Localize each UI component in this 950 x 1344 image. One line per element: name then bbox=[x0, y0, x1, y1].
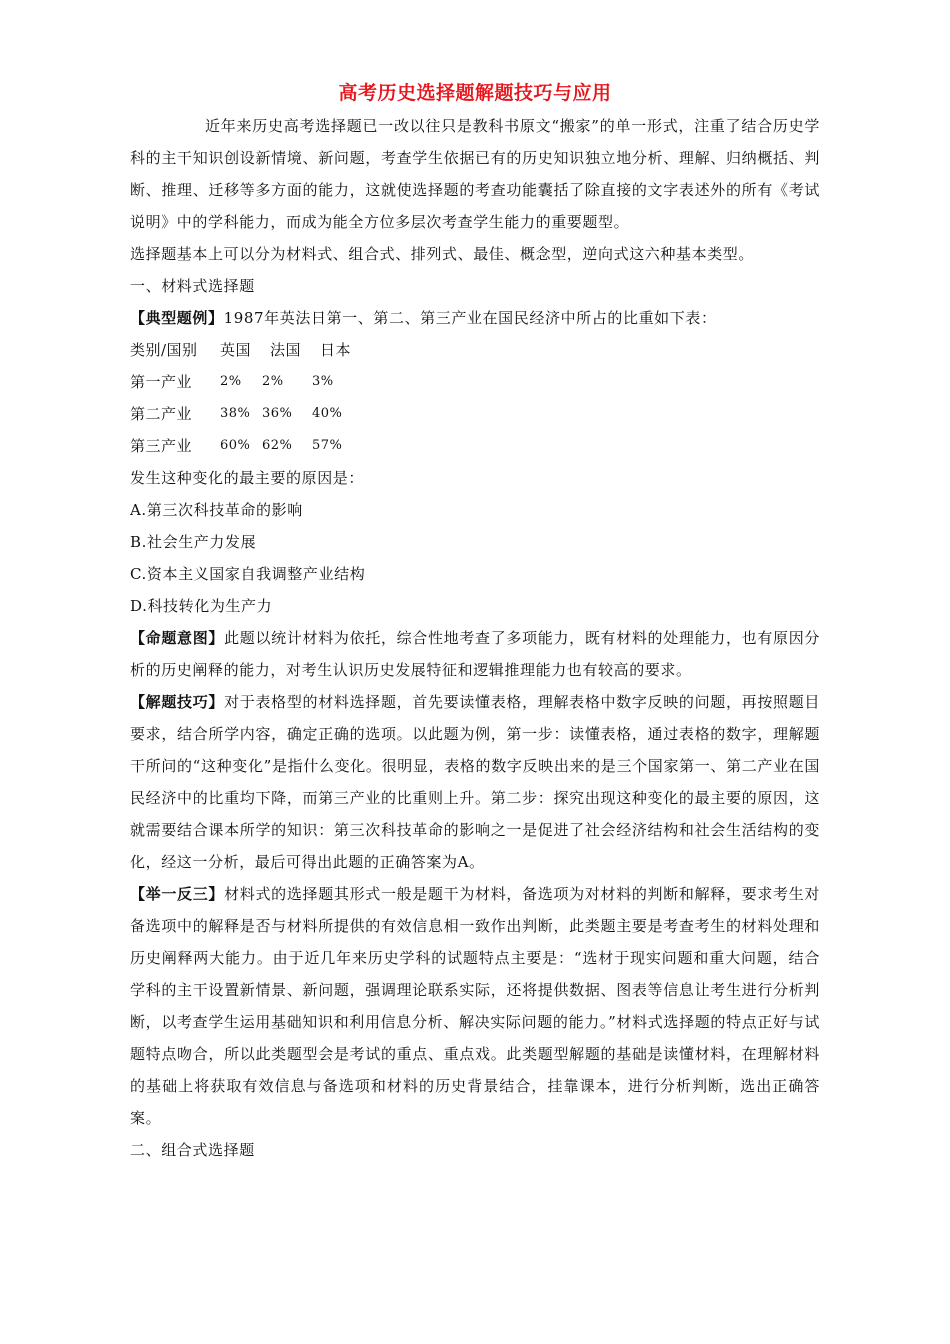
intent-paragraph bbox=[130, 622, 820, 686]
table-cell: 62% bbox=[262, 438, 293, 453]
extension-tag: 【举一反三】 bbox=[130, 885, 225, 903]
technique-tag: 【解题技巧】 bbox=[130, 693, 225, 711]
example-paragraph bbox=[130, 302, 820, 334]
table-cell: 2% bbox=[262, 374, 284, 389]
table-header-cell: 日本 bbox=[320, 341, 352, 359]
intro-paragraph: 近年来历史高考选择题已一改以往只是教科书原文“搬家”的单一形式，注重了结合历史学科的主干知识创设新情境、新问题，考查学生依据已有的历史知识独立地分析、理解、归纳概括、判断、推理、迁移等多方面的能力，这就使选择题的考查功能囊括了除直接的文字表述外的所有《考试说明》中的学科能力，而成为能全方位多层次考查学生能力的重要题型。 bbox=[130, 117, 820, 231]
table-header-cell: 类别/国别 bbox=[130, 341, 198, 359]
table-cell: 36% bbox=[262, 406, 293, 421]
document-title: 高考历史选择题解题技巧与应用 bbox=[338, 82, 612, 104]
table-header-cell: 英国 bbox=[220, 341, 252, 359]
extension-paragraph bbox=[130, 878, 820, 1134]
table-row bbox=[130, 398, 820, 430]
example-text: 1987年英法日第一、第二、第三产业在国民经济中所占的比重如下表： bbox=[223, 309, 717, 327]
question-stem: 发生这种变化的最主要的原因是： bbox=[130, 469, 365, 487]
section-1-heading: 一、材料式选择题 bbox=[130, 277, 255, 295]
types-line: 选择题基本上可以分为材料式、组合式、排列式、最佳、概念型，逆向式这六种基本类型。 bbox=[130, 245, 755, 263]
technique-text: 对于表格型的材料选择题，首先要读懂表格，理解表格中数字反映的问题，再按照题目要求，结合所学内容，确定正确的选项。以此题为例，第一步：读懂表格，通过表格的数字，理解题干所问的“这种变化”是指什么变化。很明显，表格的数字反映出来的是三个国家第一、第二产业在国民经济中的比重均下降，而第三产业的比重则上升。第二步：探究出现这种变化的最主要的原因，这就需要结合课本所学的知识：第三次科技革命的影响之一是促进了社会经济结构和社会生活结构的变化，经这一分析，最后可得出此题的正确答案为A。 bbox=[130, 693, 820, 871]
example-tag: 【典型题例】 bbox=[130, 309, 224, 327]
table-cell: 第三产业 bbox=[130, 437, 193, 455]
intent-tag: 【命题意图】 bbox=[130, 629, 225, 647]
section-2-heading: 二、组合式选择题 bbox=[130, 1141, 255, 1159]
option-c: C.资本主义国家自我调整产业结构 bbox=[130, 565, 366, 583]
table-header-row bbox=[130, 334, 820, 366]
table-row bbox=[130, 366, 820, 398]
document-page bbox=[130, 78, 820, 1166]
option-b: B.社会生产力发展 bbox=[130, 533, 257, 551]
table-cell: 2% bbox=[220, 374, 242, 389]
table-cell: 60% bbox=[220, 438, 251, 453]
table-cell: 3% bbox=[312, 374, 334, 389]
table-cell: 40% bbox=[312, 406, 343, 421]
table-row bbox=[130, 430, 820, 462]
table-cell: 38% bbox=[220, 406, 251, 421]
table-header-cell: 法国 bbox=[270, 341, 302, 359]
table-cell: 第二产业 bbox=[130, 405, 193, 423]
extension-text: 材料式的选择题其形式一般是题干为材料，备选项为对材料的判断和解释，要求考生对备选项中的解释是否与材料所提供的有效信息相一致作出判断，此类题主要是考查考生的材料处理和历史阐释两大能力。由于近几年来历史学科的试题特点主要是：“选材于现实问题和重大问题，结合学科的主干设置新情景、新问题，强调理论联系实际，还将提供数据、图表等信息让考生进行分析判断，以考查学生运用基础知识和利用信息分析、解决实际问题的能力。”材料式选择题的特点正好与试题特点吻合，所以此类题型会是考试的重点、重点戏。此类题型解题的基础是读懂材料，在理解材料的基础上将获取有效信息与备选项和材料的历史背景结合，挂靠课本，进行分析判断，选出正确答案。 bbox=[130, 885, 820, 1127]
table-cell: 第一产业 bbox=[130, 373, 193, 391]
option-a: A.第三次科技革命的影响 bbox=[130, 501, 303, 519]
table-cell: 57% bbox=[312, 438, 343, 453]
intent-text: 此题以统计材料为依托，综合性地考查了多项能力，既有材料的处理能力，也有原因分析的历史阐释的能力，对考生认识历史发展特征和逻辑推理能力也有较高的要求。 bbox=[130, 629, 820, 679]
technique-paragraph bbox=[130, 686, 820, 878]
option-d: D.科技转化为生产力 bbox=[130, 597, 273, 615]
